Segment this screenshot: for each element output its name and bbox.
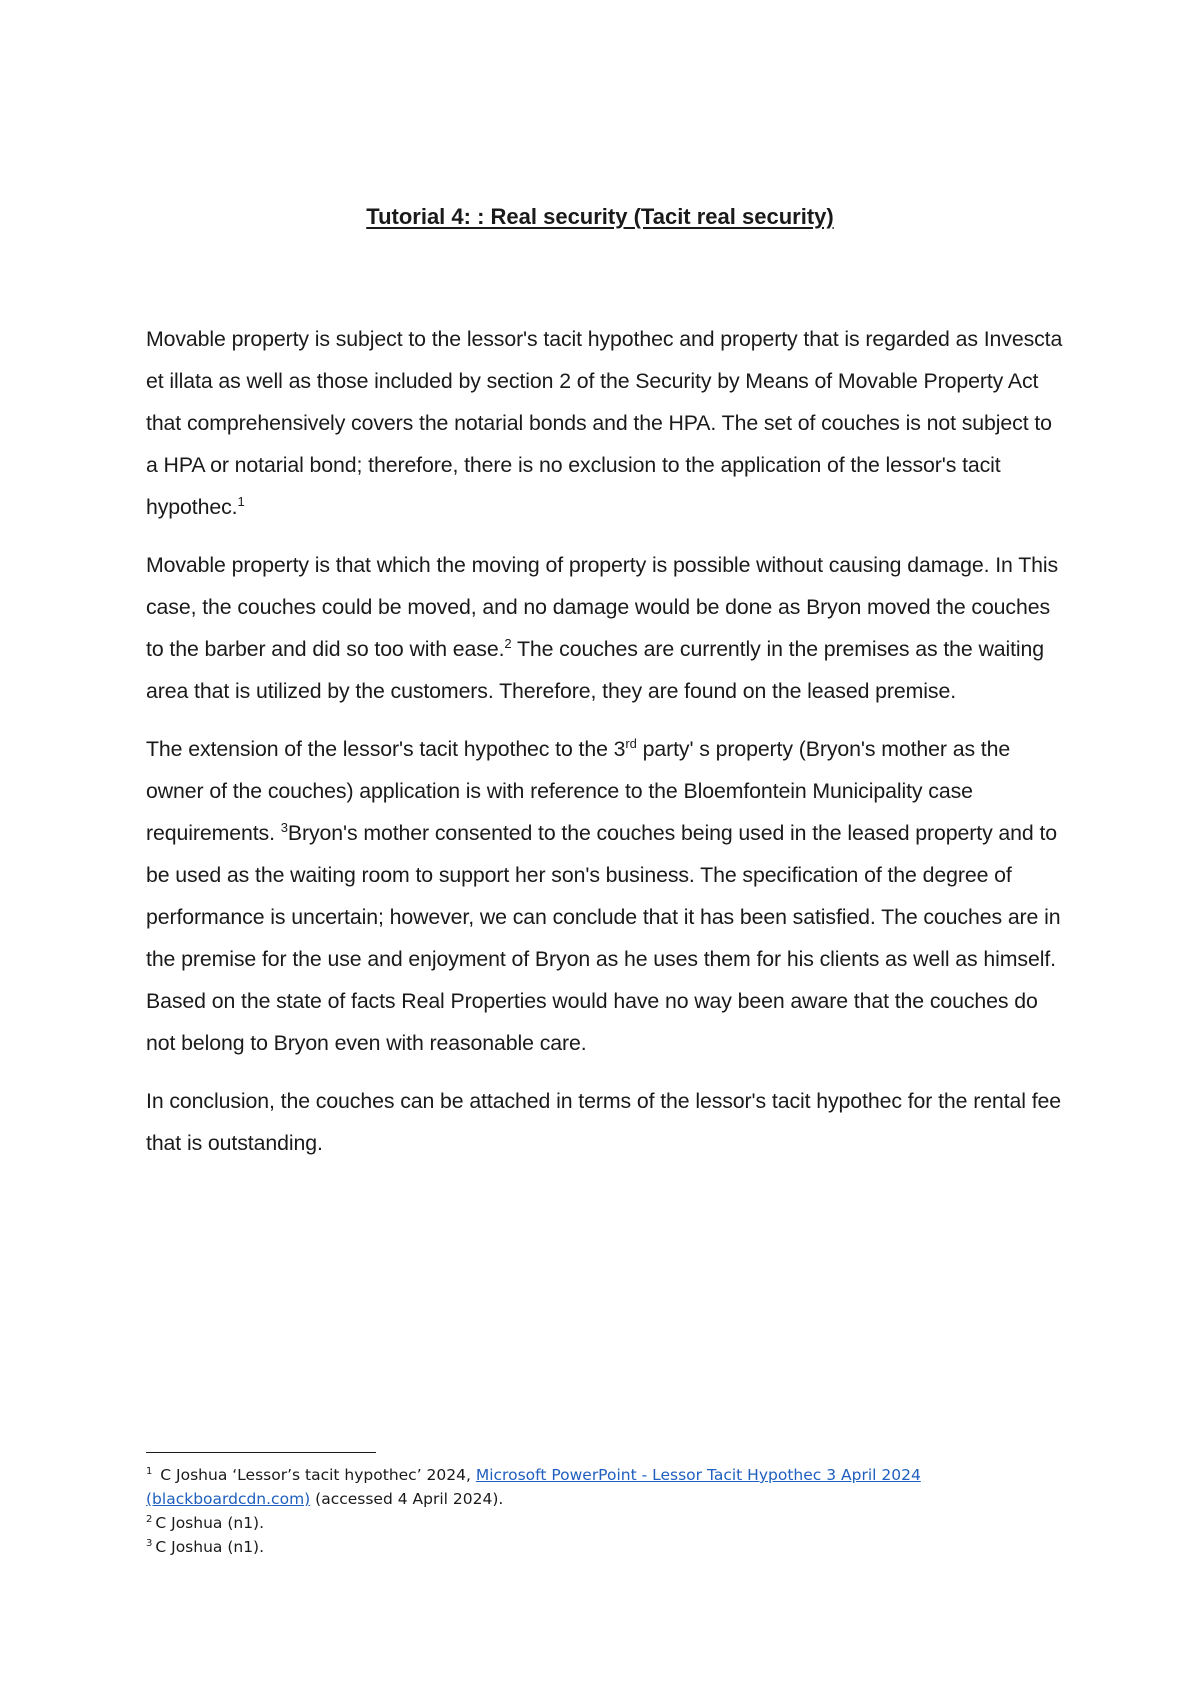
ordinal-suffix: rd (625, 736, 637, 751)
paragraph-4-text: In conclusion, the couches can be attached in terms of the lessor's tacit hypothec for the rental fee that is outstanding. (146, 1089, 1061, 1155)
footnote-ref-3[interactable]: 3 (280, 820, 288, 835)
paragraph-3 (146, 728, 1066, 1064)
paragraph-4 (146, 1080, 1066, 1164)
paragraph-3-text-c: Bryon's mother consented to the couches being used in the leased property and to be used as the waiting room to support her son's business. The specification of the degree of performance is uncertain; however, we can conclude that it has been satisfied. The couches are in the premise for the use and enjoyment of Bryon as he uses them for his clients as well as himself. Based on the state of facts Real Properties would have no way been aware that the couches do not belong to Bryon even with reasonable care. (146, 821, 1061, 1055)
footnote-3-text: C Joshua (n1). (155, 1538, 265, 1556)
footnote-3-number: 3 (146, 1538, 153, 1549)
paragraph-2-text-a: Movable property is that which the moving of property is possible without causing damage. In This case, the couches could be moved, and no damage would be done as Bryon moved the couches to the barber and did so too with ease. (146, 553, 1059, 661)
footnote-ref-2[interactable]: 2 (504, 636, 512, 651)
document-title: Tutorial 4: : Real security (Tacit real security) (366, 204, 834, 229)
footnote-2-text: C Joshua (n1). (155, 1514, 265, 1532)
footnote-2 (146, 1511, 1066, 1535)
footnote-1-number: 1 (146, 1466, 153, 1477)
footnote-1-link[interactable]: Microsoft PowerPoint - Lessor Tacit Hypothec 3 April 2024 (blackboardcdn.com) (146, 1466, 921, 1508)
document-body (146, 318, 1066, 1180)
paragraph-3-text-a: The extension of the lessor's tacit hypothec to the 3 (146, 737, 626, 761)
footnote-2-number: 2 (146, 1514, 153, 1525)
footnote-3 (146, 1535, 1066, 1559)
paragraph-3-text-b: party' s property (Bryon's mother as the owner of the couches) application is with reference to the Bloemfontein Municipality case requirements. (146, 737, 1011, 845)
footnote-1 (146, 1463, 1066, 1511)
paragraph-2 (146, 544, 1066, 712)
footnote-ref-1[interactable]: 1 (237, 494, 245, 509)
paragraph-1-text: Movable property is subject to the lessor's tacit hypothec and property that is regarded as Invescta et illata as well as those included by section 2 of the Security by Means of Movable Property Act that comprehensively covers the notarial bonds and the HPA. The set of couches is not subject to a HPA or notarial bond; therefore, there is no exclusion to the application of the lessor's tacit hypothec. (146, 327, 1063, 519)
footnote-1-text-b: (accessed 4 April 2024). (310, 1490, 504, 1508)
paragraph-2-text-b: The couches are currently in the premises as the waiting area that is utilized by the customers. Therefore, they are found on the leased premise. (146, 637, 1045, 703)
footnote-separator (146, 1452, 376, 1453)
paragraph-1 (146, 318, 1066, 528)
footnotes-section (146, 1452, 1066, 1559)
footnote-1-text-a: C Joshua ‘Lessor’s tacit hypothec’ 2024, (155, 1466, 476, 1484)
